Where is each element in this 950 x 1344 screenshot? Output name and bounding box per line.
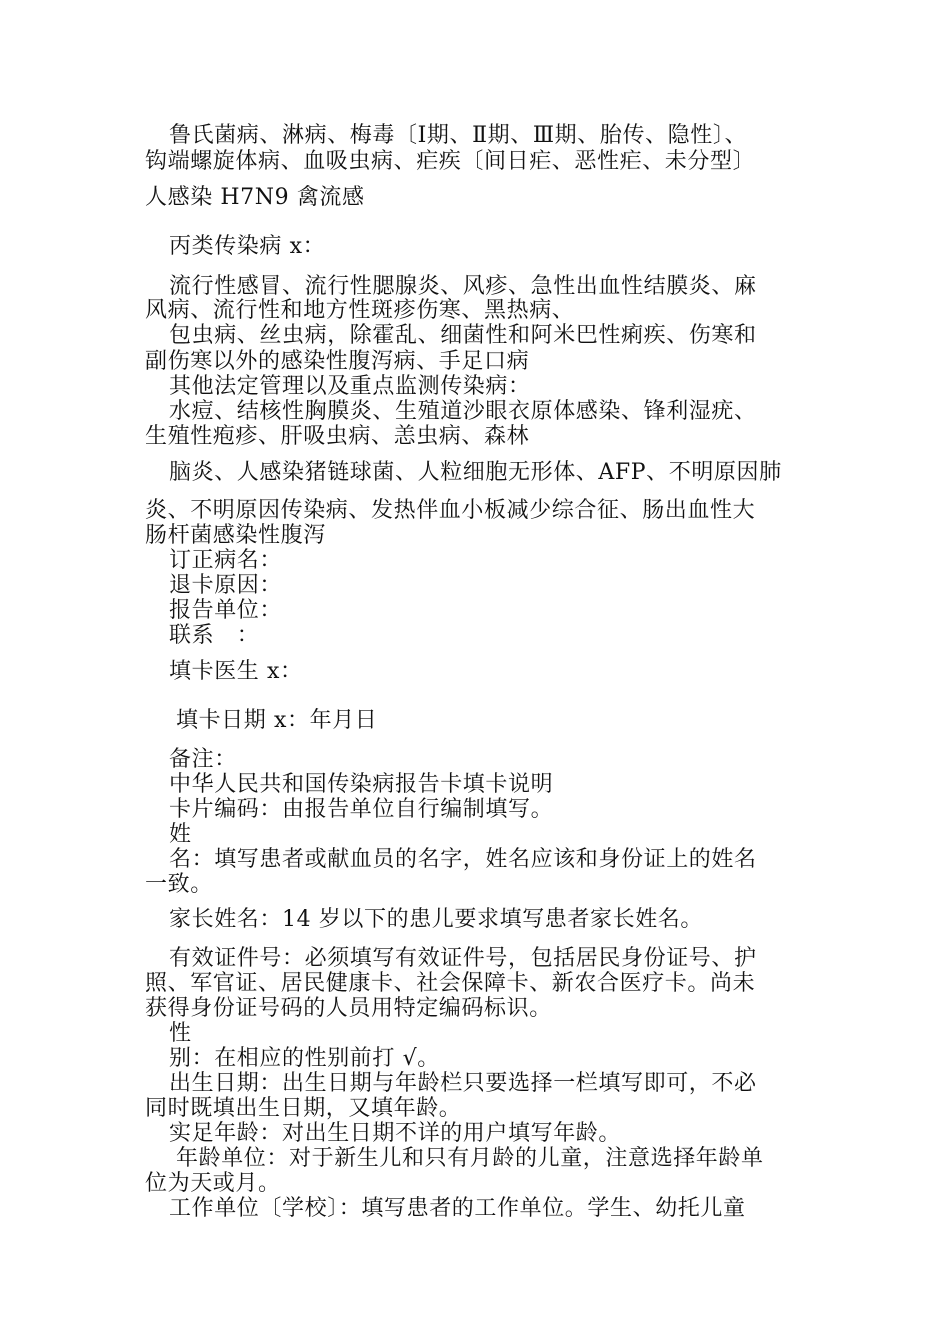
- text-line: 实足年龄：对出生日期不详的用户填写年龄。: [169, 1121, 622, 1146]
- text-line: 人感染 H7N9 禽流感: [145, 185, 365, 210]
- text-line: 出生日期：出生日期与年龄栏只要选择一栏填写即可，不必: [169, 1071, 757, 1096]
- field-label: 订正病名：: [169, 548, 283, 573]
- text-line: 肠杆菌感染性腹泻: [145, 523, 326, 548]
- text-line: 炎、不明原因传染病、发热伴血小板减少综合征、肠出血性大: [145, 498, 756, 523]
- field-label: 联系 ：: [169, 623, 260, 648]
- text-line: 工作单位〔学校〕：填写患者的工作单位。学生、幼托儿童: [169, 1196, 746, 1221]
- text-line: 一致。: [145, 872, 213, 897]
- text-line: 副伤寒以外的感染性腹泻病、手足口病: [145, 349, 530, 374]
- text-line: 性: [169, 1021, 192, 1046]
- text-line: 年龄单位：对于新生儿和只有月龄的儿童，注意选择年龄单: [176, 1146, 764, 1171]
- text-line: 鲁氏菌病、淋病、梅毒〔Ⅰ期、Ⅱ期、Ⅲ期、胎传、隐性〕、: [169, 123, 748, 148]
- text-line: 水痘、结核性胸膜炎、生殖道沙眼衣原体感染、锋利湿疣、: [169, 399, 757, 424]
- section-heading: 中华人民共和国传染病报告卡填卡说明: [169, 772, 554, 797]
- text-line: 别：在相应的性别前打 √。: [169, 1046, 440, 1071]
- field-label: 报告单位：: [169, 598, 283, 623]
- text-line: 照、军官证、居民健康卡、社会保障卡、新农合医疗卡。尚未: [145, 971, 756, 996]
- section-heading: 其他法定管理以及重点监测传染病：: [169, 374, 531, 399]
- text-line: 脑炎、人感染猪链球菌、人粒细胞无形体、AFP、不明原因肺: [169, 460, 782, 485]
- text-line: 包虫病、丝虫病，除霍乱、细菌性和阿米巴性痢疾、伤寒和: [169, 323, 757, 348]
- text-line: 生殖性疱疹、肝吸虫病、恙虫病、森林: [145, 424, 530, 449]
- text-line: 姓: [169, 822, 192, 847]
- text-line: 位为天或月。: [145, 1171, 281, 1196]
- field-label: 退卡原因：: [169, 573, 283, 598]
- text-line: 同时既填出生日期，又填年龄。: [145, 1096, 462, 1121]
- text-line: 卡片编码：由报告单位自行编制填写。: [169, 797, 554, 822]
- text-line: 流行性感冒、流行性腮腺炎、风疹、急性出血性结膜炎、麻: [169, 274, 757, 299]
- text-line: 钩端螺旋体病、血吸虫病、疟疾〔间日疟、恶性疟、未分型〕: [145, 149, 756, 174]
- text-line: 名：填写患者或献血员的名字，姓名应该和身份证上的姓名: [169, 847, 757, 872]
- section-heading: 丙类传染病 x：: [169, 234, 326, 259]
- text-line: 风病、流行性和地方性斑疹伤寒、黑热病、: [145, 298, 575, 323]
- field-label: 填卡日期 x：年月日: [176, 708, 378, 733]
- text-line: 家长姓名：14 岁以下的患儿要求填写患者家长姓名。: [169, 907, 703, 932]
- field-label: 备注：: [169, 747, 237, 772]
- text-line: 有效证件号：必须填写有效证件号，包括居民身份证号、护: [169, 946, 757, 971]
- field-label: 填卡医生 x：: [169, 659, 303, 684]
- text-line: 获得身份证号码的人员用特定编码标识。: [145, 996, 552, 1021]
